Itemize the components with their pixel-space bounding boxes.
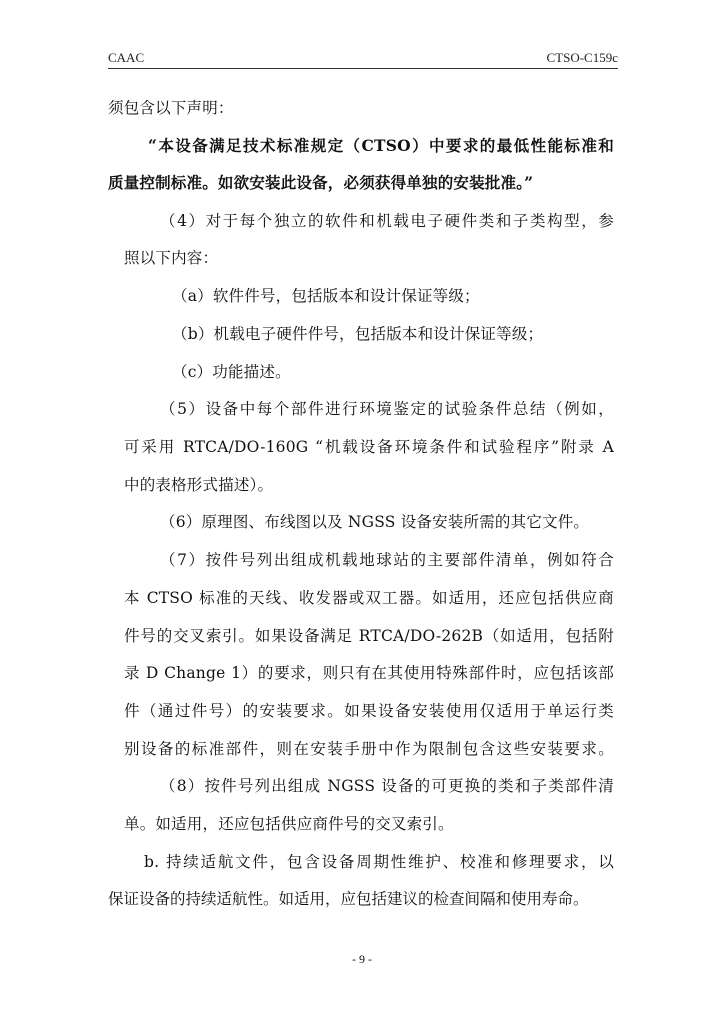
header-left: CAAC (108, 50, 145, 65)
text-line: 单。如适用，还应包括供应商件号的交叉索引。 (124, 815, 454, 833)
text-line: 须包含以下声明： (108, 99, 234, 117)
text-line: （c）功能描述。 (172, 363, 291, 381)
statement-line: “本设备满足技术标准规定（CTSO）中要求的最低性能标准和 (148, 136, 614, 155)
statement-line: 质量控制标准。如欲安装此设备，必须获得单独的安装批准。” (108, 173, 534, 192)
header-right: CTSO-C159c (546, 50, 618, 65)
text-line: 件号的交叉索引。如果设备满足 RTCA/DO-262B（如适用，包括附 (124, 627, 614, 645)
text-line: 保证设备的持续适航性。如适用，应包括建议的检查间隔和使用寿命。 (108, 890, 589, 908)
text-line: 照以下内容： (124, 249, 219, 267)
text-line: 件（通过件号）的安装要求。如果设备安装使用仅适用于单运行类 (124, 702, 614, 720)
text-line: （a）软件件号，包括版本和设计保证等级； (172, 287, 480, 305)
page-number: - 9 - (352, 952, 372, 966)
text-line: b. 持续适航文件，包含设备周期性维护、校准和修理要求，以 (144, 853, 614, 871)
header-rule (108, 68, 618, 69)
text-line: （6）原理图、布线图以及 NGSS 设备安装所需的其它文件。 (160, 513, 590, 531)
text-line: （b）机载电子硬件件号，包括版本和设计保证等级； (172, 325, 544, 343)
text-line: 别设备的标准部件，则在安装手册中作为限制包含这些安装要求。 (124, 740, 614, 758)
text-line: （5）设备中每个部件进行环境鉴定的试验条件总结（例如， (160, 400, 614, 418)
text-line: （7）按件号列出组成机载地球站的主要部件清单，例如符合 (160, 551, 614, 569)
text-line: （8）按件号列出组成 NGSS 设备的可更换的类和子类部件清 (160, 777, 614, 795)
text-line: 录 D Change 1）的要求，则只有在其使用特殊部件时，应包括该部 (124, 664, 614, 682)
text-line: （4）对于每个独立的软件和机载电子硬件类和子类构型，参 (160, 212, 614, 230)
text-line: 本 CTSO 标准的天线、收发器或双工器。如适用，还应包括供应商 (124, 589, 614, 607)
text-line: 中的表格形式描述）。 (124, 476, 274, 494)
text-line: 可采用 RTCA/DO-160G “机载设备环境条件和试验程序”附录 A (124, 438, 614, 456)
